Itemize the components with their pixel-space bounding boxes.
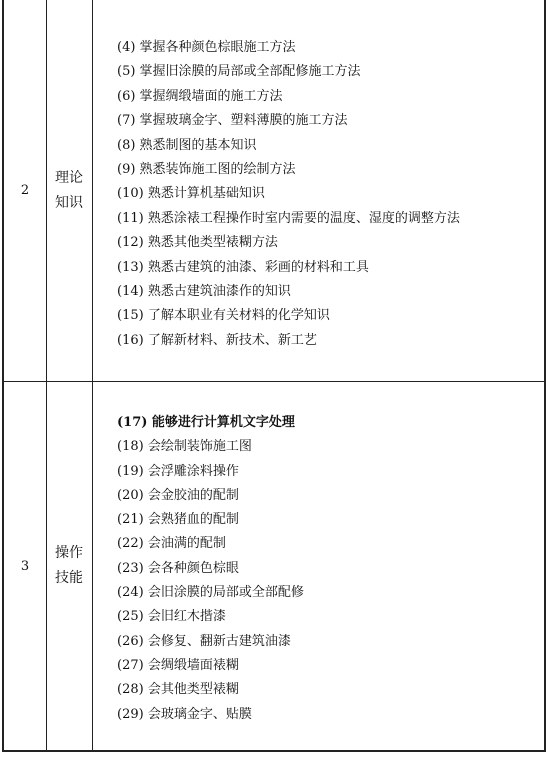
- category-label-line2: 知识: [55, 194, 83, 211]
- list-item: (12) 熟悉其他类型裱糊方法: [117, 235, 278, 251]
- list-item: (16) 了解新材料、新技术、新工艺: [117, 332, 317, 348]
- category-label-line2: 技能: [55, 570, 83, 586]
- list-item: (18) 会绘制装饰施工图: [117, 439, 252, 455]
- list-item: (6) 掌握绸缎墙面的施工方法: [117, 88, 283, 104]
- category-label-line1: 操作: [55, 545, 83, 561]
- list-item: (23) 会各种颜色棕眼: [117, 560, 239, 576]
- list-item: (17) 能够进行计算机文字处理: [117, 415, 295, 430]
- list-item: (26) 会修复、翻新古建筑油漆: [117, 633, 291, 649]
- category-label-line1: 理论: [55, 169, 83, 186]
- items-cell: [92, 382, 544, 750]
- list-item: (21) 会熟猪血的配制: [117, 512, 239, 528]
- list-item: (20) 会金胶油的配制: [117, 487, 239, 503]
- curriculum-table: [2, 0, 546, 752]
- list-item: (24) 会旧涂膜的局部或全部配修: [117, 585, 304, 601]
- item-list: [117, 411, 304, 727]
- list-item: (22) 会油满的配制: [117, 536, 226, 552]
- list-item: (25) 会旧红木揩漆: [117, 609, 226, 625]
- list-item: (13) 熟悉古建筑的油漆、彩画的材料和工具: [117, 259, 369, 275]
- row-number: [4, 0, 47, 381]
- category-cell: [46, 0, 93, 381]
- list-item: (5) 掌握旧涂膜的局部或全部配修施工方法: [117, 64, 361, 80]
- list-item: (27) 会绸缎墙面裱糊: [117, 657, 239, 673]
- table-row-skills: [4, 382, 544, 750]
- list-item: (11) 熟悉涂裱工程操作时室内需要的温度、湿度的调整方法: [117, 210, 460, 226]
- row-number: [4, 382, 47, 750]
- list-item: (7) 掌握玻璃金字、塑料薄膜的施工方法: [117, 113, 348, 129]
- category-cell: [46, 382, 93, 750]
- list-item: (15) 了解本职业有关材料的化学知识: [117, 308, 330, 324]
- table-row-theory: [4, 0, 544, 382]
- list-item: (14) 熟悉古建筑油漆作的知识: [117, 283, 291, 299]
- row-number-text: 2: [20, 183, 30, 198]
- item-list: [117, 36, 460, 353]
- list-item: (8) 熟悉制图的基本知识: [117, 137, 257, 153]
- list-item: (9) 熟悉装饰施工图的绘制方法: [117, 161, 296, 177]
- list-item: (28) 会其他类型裱糊: [117, 682, 239, 698]
- list-item: (4) 掌握各种颜色棕眼施工方法: [117, 40, 296, 55]
- row-number-text: 3: [20, 558, 30, 574]
- list-item: (29) 会玻璃金字、贴膜: [117, 706, 252, 722]
- items-cell: [92, 0, 544, 381]
- list-item: (19) 会浮雕涂料操作: [117, 463, 239, 479]
- list-item: (10) 熟悉计算机基础知识: [117, 186, 265, 202]
